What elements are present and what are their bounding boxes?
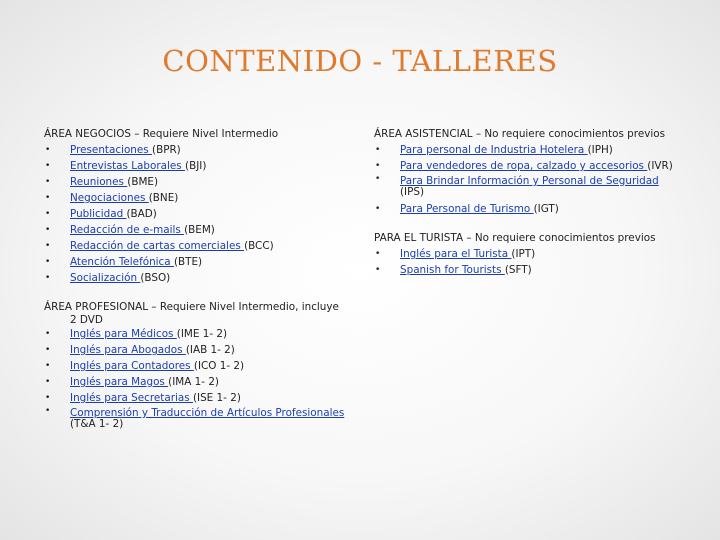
list-item (374, 158, 674, 174)
bullet-icon: • (45, 161, 51, 171)
workshop-code: (BSO) (140, 272, 171, 284)
section-profesional (44, 299, 354, 433)
bullet-icon: • (45, 345, 51, 355)
bullet-icon: • (45, 145, 51, 155)
section-heading: ÁREA ASISTENCIAL – No requiere conocimientos previos (374, 128, 666, 140)
bullet-icon: • (375, 265, 381, 275)
workshop-link[interactable]: Atención Telefónica (70, 256, 174, 268)
workshop-list (44, 326, 354, 433)
workshop-link[interactable]: Presentaciones (70, 144, 153, 156)
slide-title: CONTENIDO - TALLERES (162, 44, 558, 78)
section-heading: PARA EL TURISTA – No requiere conocimientos previos (374, 232, 656, 244)
left-column (44, 126, 354, 433)
bullet-icon: • (375, 249, 381, 259)
bullet-icon: • (45, 193, 51, 203)
workshop-link[interactable]: Para vendedores de ropa, calzado y accesorios (400, 160, 648, 172)
list-item (44, 254, 354, 270)
workshop-code: (BNE) (148, 192, 179, 204)
list-item (374, 142, 674, 158)
bullet-icon: • (375, 145, 381, 155)
workshop-code: (SFT) (504, 264, 532, 276)
workshop-code: (ICO 1- 2) (193, 360, 245, 372)
workshop-code: (BPR) (152, 144, 181, 156)
bullet-icon: • (45, 377, 51, 387)
bullet-icon: • (45, 241, 51, 251)
workshop-link[interactable]: Inglés para Contadores (70, 360, 194, 372)
list-item (44, 390, 354, 406)
list-item (374, 174, 674, 201)
workshop-list (374, 142, 674, 217)
right-column (374, 126, 674, 278)
bullet-icon: • (375, 161, 381, 171)
workshop-code: (BAD) (126, 208, 157, 220)
workshop-code: (IMA 1- 2) (168, 376, 219, 388)
list-item (44, 206, 354, 222)
workshop-link[interactable]: Redacción de e-mails (70, 224, 185, 236)
workshop-link[interactable]: Inglés para Secretarias (70, 392, 193, 404)
workshop-code: (IPT) (511, 248, 536, 260)
bullet-icon: • (45, 257, 51, 267)
workshop-link[interactable]: Socialización (70, 272, 141, 284)
list-item (44, 326, 354, 342)
list-item (44, 174, 354, 190)
bullet-icon: • (45, 273, 51, 283)
workshop-code: (IPS) (400, 186, 425, 198)
list-item (44, 270, 354, 286)
bullet-icon: • (45, 209, 51, 219)
workshop-code: (BTE) (173, 256, 203, 268)
section-negocios (44, 126, 354, 286)
bullet-icon: • (45, 329, 51, 339)
list-item (44, 406, 354, 433)
workshop-code: (BEM) (184, 224, 215, 236)
workshop-code: (ISE 1- 2) (192, 392, 241, 404)
workshop-code: (IVR) (647, 160, 673, 172)
workshop-link[interactable]: Spanish for Tourists (400, 264, 505, 276)
workshop-link[interactable]: Negociaciones (70, 192, 149, 204)
workshop-code: (BCC) (244, 240, 274, 252)
workshop-link[interactable]: Entrevistas Laborales (70, 160, 186, 172)
list-item (44, 238, 354, 254)
section-heading-text: ÁREA PROFESIONAL – Requiere Nivel Intermedio, incluye (44, 301, 339, 313)
list-item (44, 374, 354, 390)
workshop-code: (IAB 1- 2) (185, 344, 235, 356)
list-item (44, 358, 354, 374)
section-heading: ÁREA NEGOCIOS – Requiere Nivel Intermedio (44, 128, 279, 140)
workshop-link[interactable]: Inglés para Magos (70, 376, 169, 388)
workshop-link[interactable]: Inglés para Abogados (70, 344, 186, 356)
workshop-link[interactable]: Para personal de Industria Hotelera (400, 144, 588, 156)
workshop-code: (BJI) (185, 160, 207, 172)
bullet-icon: • (45, 225, 51, 235)
bullet-icon: • (45, 361, 51, 371)
workshop-list (374, 246, 674, 278)
workshop-code: (BME) (127, 176, 159, 188)
workshop-list (44, 142, 354, 286)
bullet-icon: • (375, 174, 381, 184)
workshop-link[interactable]: Redacción de cartas comerciales (70, 240, 245, 252)
bullet-icon: • (45, 393, 51, 403)
list-item (374, 262, 674, 278)
workshop-link[interactable]: Para Personal de Turismo (400, 203, 534, 215)
workshop-code: (IME 1- 2) (176, 328, 228, 340)
workshop-code: (T&A 1- 2) (70, 418, 124, 430)
workshop-link[interactable]: Comprensión y Traducción de Artículos Profesionales (70, 407, 345, 419)
section-heading-continuation: 2 DVD (70, 314, 103, 326)
workshop-code: (IPH) (587, 144, 613, 156)
list-item (44, 222, 354, 238)
list-item (44, 342, 354, 358)
workshop-link[interactable]: Inglés para el Turista (400, 248, 512, 260)
list-item (374, 201, 674, 217)
list-item (374, 246, 674, 262)
list-item (44, 190, 354, 206)
workshop-link[interactable]: Reuniones (70, 176, 128, 188)
section-turista (374, 230, 674, 278)
section-heading (44, 299, 354, 326)
section-asistencial (374, 126, 674, 217)
workshop-link[interactable]: Publicidad (70, 208, 127, 220)
bullet-icon: • (375, 204, 381, 214)
workshop-link[interactable]: Inglés para Médicos (70, 328, 177, 340)
workshop-link[interactable]: Para Brindar Información y Personal de Seguridad (400, 175, 659, 187)
bullet-icon: • (45, 177, 51, 187)
bullet-icon: • (45, 406, 51, 416)
list-item (44, 158, 354, 174)
list-item (44, 142, 354, 158)
workshop-code: (IGT) (533, 203, 559, 215)
